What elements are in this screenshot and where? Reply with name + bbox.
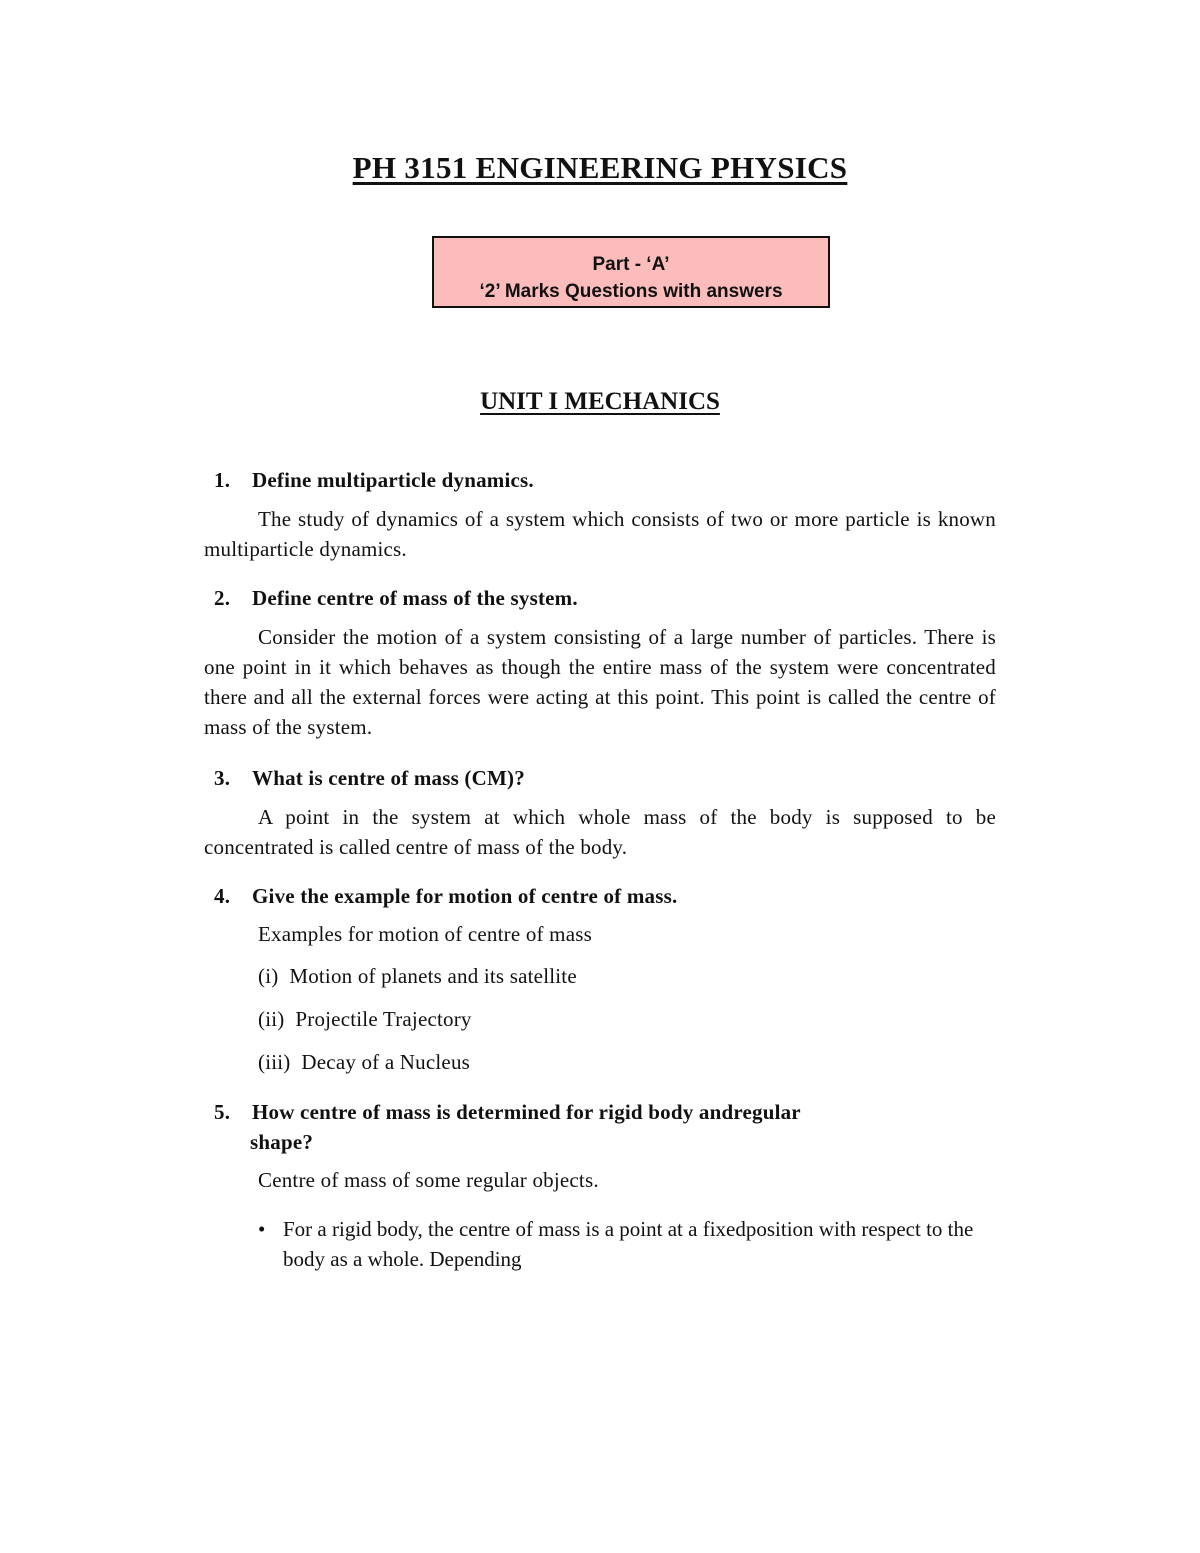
question-number: 5. xyxy=(214,1100,231,1124)
answer-1: The study of dynamics of a system which consists of two or more particle is known multiparticle dynamics. xyxy=(204,507,996,561)
question-number: 3. xyxy=(214,766,231,790)
question-2 xyxy=(214,586,578,611)
example-item xyxy=(258,1007,472,1032)
question-text: How centre of mass is determined for rigid body andregular xyxy=(252,1100,801,1124)
bullet-text: For a rigid body, the centre of mass is a point at a fixedposition with respect to the body as a whole. Depending xyxy=(283,1217,974,1271)
unit-title: UNIT I MECHANICS xyxy=(480,388,720,415)
bullet-item xyxy=(258,1214,988,1274)
part-box-line2: ‘2’ Marks Questions with answers xyxy=(479,281,783,302)
example-text: Decay of a Nucleus xyxy=(301,1050,471,1074)
question-3 xyxy=(214,766,525,791)
question-5 xyxy=(214,1100,801,1125)
question-number: 2. xyxy=(214,586,231,610)
example-text: Motion of planets and its satellite xyxy=(289,964,577,988)
example-item xyxy=(258,1050,470,1075)
question-4 xyxy=(214,884,677,909)
part-box-line1: Part - ‘A’ xyxy=(592,254,670,275)
document-title: PH 3151 ENGINEERING PHYSICS xyxy=(352,150,848,185)
part-a-box xyxy=(432,236,830,308)
question-text: Define multiparticle dynamics. xyxy=(252,468,534,492)
example-item xyxy=(258,964,577,989)
example-text: Projectile Trajectory xyxy=(295,1007,472,1031)
example-marker: (iii) xyxy=(258,1050,291,1074)
question-5-continuation: shape? xyxy=(250,1130,314,1154)
question-text: Give the example for motion of centre of mass. xyxy=(252,884,678,908)
question-number: 4. xyxy=(214,884,231,908)
answer-2: Consider the motion of a system consisting of a large number of particles. There is one point in it which behaves as though the entire mass of the system were concentrated there and all the external forces were acting at this point. This point is called the centre of mass of the system. xyxy=(204,625,996,739)
question-number: 1. xyxy=(214,468,231,492)
question-text: What is centre of mass (CM)? xyxy=(252,766,525,790)
question-1 xyxy=(214,468,534,493)
answer-5-intro: Centre of mass of some regular objects. xyxy=(258,1168,599,1192)
answer-3: A point in the system at which whole mass of the body is supposed to be concentrated is called centre of mass of the body. xyxy=(204,805,996,859)
bullet-icon: • xyxy=(258,1217,266,1241)
question-text: Define centre of mass of the system. xyxy=(252,586,578,610)
example-marker: (ii) xyxy=(258,1007,285,1031)
answer-4-intro: Examples for motion of centre of mass xyxy=(258,922,592,946)
example-marker: (i) xyxy=(258,964,279,988)
